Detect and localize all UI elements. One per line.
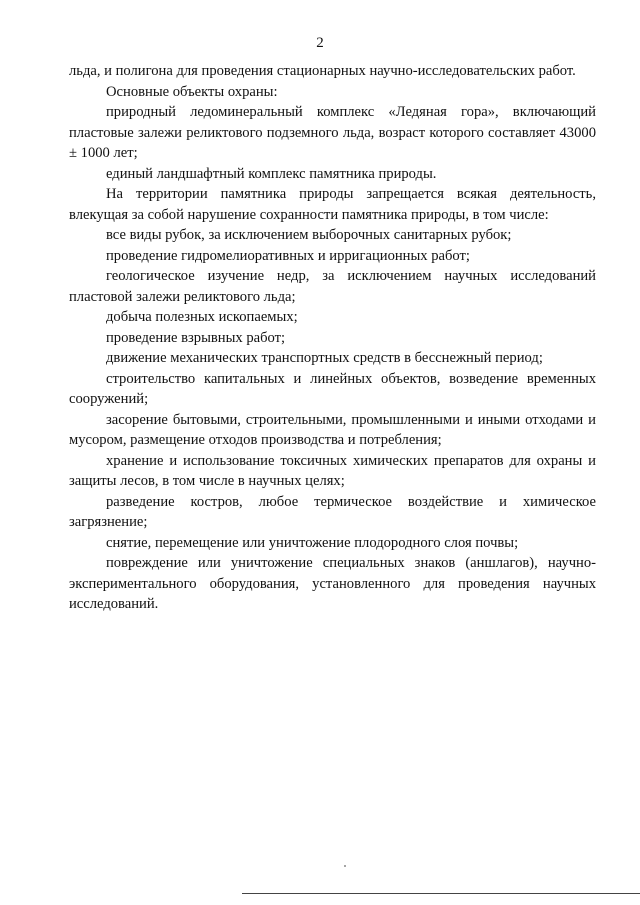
list-item: добыча полезных ископаемых; [106,309,298,325]
list-item: все виды рубок, за исключением выборочных санитарных рубок; [106,227,512,243]
list-item: движение механических транспортных средств в бесснежный период; [106,350,543,366]
list-item: повреждение или уничтожение специальных знаков (аншлагов), научно-экспериментального оборудования, установленного для проведения научных исследований. [69,555,596,612]
document-body [69,61,596,615]
list-item: строительство капитальных и линейных объектов, возведение временных сооружений; [69,370,596,407]
paragraph-continuation: льда, и полигона для проведения стационарных научно-исследовательских работ. [69,63,576,79]
scan-artifact [344,865,346,867]
list-item: проведение взрывных работ; [106,329,286,346]
list-item: разведение костров, любое термическое воздействие и химическое загрязнение; [69,493,596,530]
list-item: геологическое изучение недр, за исключением научных исследований пластовой залежи реликтового льда; [69,268,596,305]
footer-rule [242,893,640,894]
list-item: снятие, перемещение или уничтожение плодородного слоя почвы; [106,534,519,551]
page-number: 2 [316,35,324,51]
paragraph-prohibitions-intro: На территории памятника природы запрещается всякая деятельность, влекущая за собой нарушение сохранности памятника природы, в том числе: [69,186,596,223]
paragraph-protected-objects-heading: Основные объекты охраны: [106,83,278,100]
list-item: проведение гидромелиоративных и ирригационных работ; [106,247,470,264]
list-item: хранение и использование токсичных химических препаратов для охраны и защиты лесов, в том числе в научных целях; [69,452,596,489]
list-item: засорение бытовыми, строительными, промышленными и иными отходами и мусором, размещение отходов производства и потребления; [69,411,596,448]
paragraph-ice-mountain-complex: природный ледоминеральный комплекс «Ледяная гора», включающий пластовые залежи реликтового подземного льда, возраст которого составляет 43000 ± 1000 лет; [69,104,596,161]
paragraph-landscape-complex: единый ландшафтный комплекс памятника природы. [106,165,437,182]
